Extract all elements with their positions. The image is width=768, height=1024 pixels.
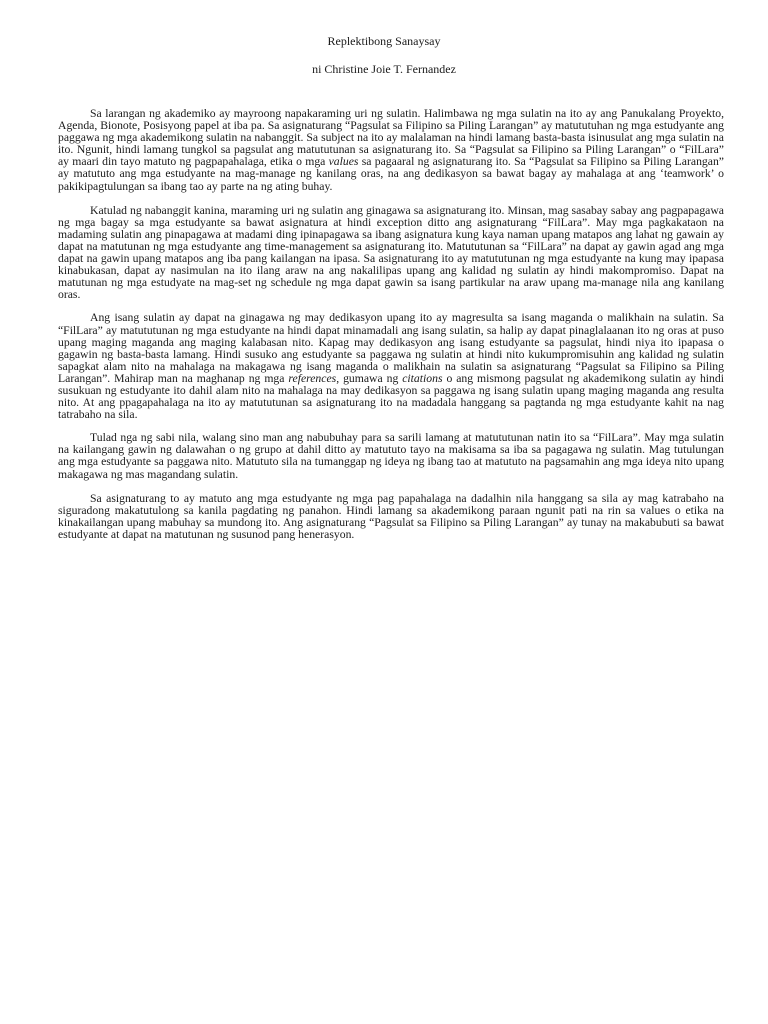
paragraph-2 [58,205,724,302]
paragraph-3 [58,312,724,421]
italic-term-citations: citations [402,371,443,385]
paragraph-4 [58,432,724,480]
paragraph-text: sa pagaaral ng asignaturang ito. Sa “Pagsulat sa Filipino sa Piling Larangan” ay matututo ang mga estudyante na mag-manage ng kanilang oras, na ang dedikasyon sa bawat bagay ay mahalaga at ang ‘teamwork’ o pakikipagtulungan sa ibang tao ay parte na ng ating buhay. [58,155,724,193]
italic-term-references: references [288,371,337,385]
paragraph-text: , gumawa ng [336,371,403,385]
paragraph-5 [58,493,724,541]
italic-term-values: values [328,155,359,169]
paragraph-text: o ang mismong pagsulat ng akademikong sulatin ay hindi susukuan ng estudyante ito dahil alam nito na mahalaga na may dedikasyon sa paggawa ng isang sulatin upang maging maganda ang resulta nito. At ang ppagapahalaga na ito ay matututunan sa asignaturang ito na madadala hanggang sa pagtanda ng mga estudyante kahit na nag tatrabaho na sila. [58,371,724,422]
paragraph-text: Tulad nga ng sabi nila, walang sino man ang nabubuhay para sa sarili lamang at matututunan natin ito sa “FilLara”. May mga sulatin na kailangang gawin ng dalawahan o ng grupo at dahil ditto ay matututo tayo na makisama sa iba sa pagagawa ng sulatin. Mag tutulungan ang mga estudyante sa paggawa nito. Matututo sila na tumanggap ng ideya ng ibang tao at matututo na pagsamahin ang mga ideya nito upang makagawa ng mas magandang sulatin. [58,431,724,481]
paragraph-text: Sa larangan ng akademiko ay mayroong napakaraming uri ng sulatin. Halimbawa ng mga sulatin na ito ay ang Panukalang Proyekto, Agenda, Bionote, Posisyong papel at iba pa. Sa asignaturang “Pagsulat sa Filipino sa Piling Larangan” ay matututuhan ng mga estudyante ang paggawa ng mga akademikong sulatin na nabanggit. Sa subject na ito ay malalaman na hindi lamang basta-basta isinusulat ang mga sulatin na ito. Ngunit, hindi lamang tungkol sa pagsulat ang matututunan sa asignaturang ito. Sa “Pagsulat sa Filipino sa Piling Larangan” o “FilLara” ay maari din tayo matuto ng pagpapahalaga, etika o mga [58,107,724,169]
paragraph-text: Ang isang sulatin ay dapat na ginagawa ng may dedikasyon upang ito ay magresulta sa isang maganda o malikhain na sulatin. Sa “FilLara” ay matututunan ng mga estudyante na hindi dapat minamadali ang isang sulatin, sa halip ay dapat pinaglalaanan ito ng oras at puso upang maging maganda ang maging kalabasan nito. Kapag may dedikasyon ang isang estudyante sa pagsulat, hindi niya ito ipapasa o gagawin ng basta-basta lamang. Hindi susuko ang estudyante sa paggawa ng sulatin at hindi nito kukumpromisuhin ang kalidad ng sulatin sapagkat alam nito na mahalaga na makagawa ng isang maganda o malikhain na sulatin sa asignaturang “Pagsulat sa Filipino sa Piling Larangan”. Mahirap man na maghanap ng mga [58,311,724,385]
document-author: ni Christine Joie T. Fernandez [312,62,456,76]
paragraph-1 [58,108,724,193]
paragraph-text: Katulad ng nabanggit kanina, maraming uri ng sulatin ang ginagawa sa asignaturang ito. Minsan, mag sasabay sabay ang pagpapagawa ng mga bagay sa mga estudyante sa bawat asignatura at hindi exception ditto ang asignaturang “FilLara”. May mga pagkakataon na madaming sulatin ang pinapagawa at madami ding ipinapagawa sa ibang asignatura kung kaya naman upang matapos ang lahat ng gawain ay dapat na matutunan ng mga estudyante ang time-management sa asignaturang ito. Matututunan sa “FilLara” na dapat ay gawin agad ang mga dapat na gawin upang matapos ang iba pang kailangan na ipasa. Sa asignaturang ito ay matututunan ng mga estudyante na kung may ipapasa kinabukasan, dapat ay nasimulan na ito ilang araw na ang nakalilipas upang ang kalidad ng sulatin ay hindi makompromiso. Dapat na matutunan ng mga estudyate na mag-set ng schedule ng mga dapat gawin sa isang partikular na araw upang ma-manage nila ang kanilang oras. [58,203,724,302]
paragraph-text: Sa asignaturang to ay matuto ang mga estudyante ng mga pag papahalaga na dadalhin nila hanggang sa sila ay mag katrabaho na siguradong makatutulong sa kanila pagdating ng panahon. Hindi lamang sa akademikong paraan ngunit pati na rin sa values o etika na kinakailangan upang mabuhay sa mundong ito. Ang asignaturang “Pagsulat sa Filipino sa Piling Larangan” ay tunay na makabubuti sa bawat estudyante at dapat na matutunan ng susunod pang henerasyon. [58,491,724,541]
document-title: Replektibong Sanaysay [327,34,441,48]
essay-body [58,108,724,553]
